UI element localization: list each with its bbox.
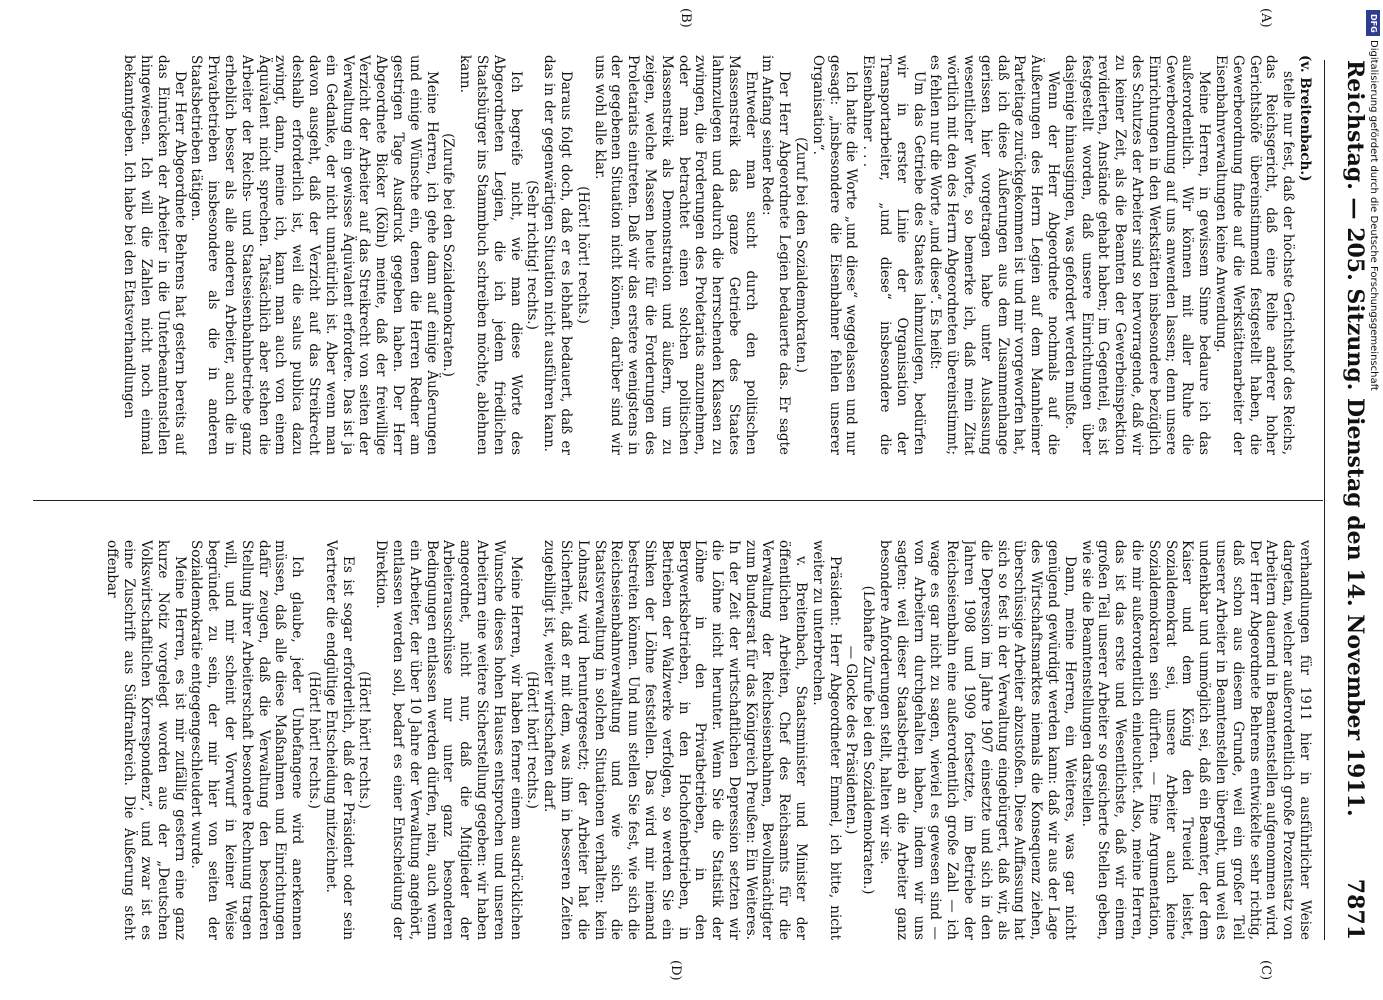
paragraph: Ich hatte die Worte „und diese“ weggelassen und nur gesagt: „insbesondere die Eisenbahner fehlen unserer Organisation“.: [809, 55, 860, 455]
paragraph: Präsident: Herr Abgeordneter Emmel, ich bitte, nicht weiter zu unterbrechen.: [809, 540, 843, 940]
interjection: — Glocke des Präsidenten.): [843, 645, 860, 835]
dfg-logo: DFG: [1366, 10, 1380, 36]
interjection: (Hört! hört! rechts.): [305, 671, 322, 809]
paragraph: Dann, meine Herren, ein Weiteres, was gar nicht genügend gewürdigt werden kann: daß wir aus der Lage des Wirtschaftsmarktes niemals die Konsequenz ziehen, überschüssige Arbeiter abzustoßen. Diese Auffassung hat sich so fest in der Verwaltung eingebürgert, daß wir, als die Depression im Jahre 1907 einsetzte und sich in den Jahren 1908 und 1909 fortsetzte, im Betriebe der Reichseisenbahn eine außerordentlich große Zahl — ich wage es gar nicht zu sagen, wieviel es gewesen sind — von Arbeitern durchgehalten haben, indem wir uns sagten: weil dieser Staatsbetrieb an die Arbeiter ganz besondere Anforderungen stellt, halten wir sie.: [877, 540, 1078, 940]
interjection: (Hört! hört! rechts.): [356, 671, 373, 809]
paragraph: Der Herr Abgeordnete Legien bedauerte das. Er sagte im Anfang seiner Rede:: [759, 55, 793, 455]
interjection: (Sehr richtig! rechts.): [524, 180, 541, 330]
paragraph: Meine Herren, in gewissem Sinne bedaure ich das außerordentlich. Wir können mit aller Ruhe die Gewerbeordnung auf uns anwenden lassen; denn unsere Einrichtungen in den Werkstätten insbesondere bezüglich des Schutzes der Arbeiter sind so hervorragende, daß wir zu keiner Zeit, als die Beamten der Gewerbeinspektion revidierten, Anstände gehabt haben; im Gegenteil, es ist festgestellt worden, daß unsere Einrichtungen über dasjenige hinausgingen, was gefordert werden mußte.: [1061, 55, 1213, 455]
page-number: 7871: [1342, 878, 1368, 940]
dfg-note: Digitalisierung gefördert durch die Deutsche Forschungsgemeinschaft: [1368, 40, 1379, 391]
left-column: [43, 55, 1313, 455]
paragraph: Entweder man sucht durch den politischen Massenstreik das ganze Getriebe des Staates lahmzulegen und dadurch die herrschenden Klassen zu zwingen, die Forderungen des Proletariats anzunehmen, oder man betrachtet einen solchen politischen Massenstreik als Demonstration und äußern, um zu zeigen, welche Massen heute für die Forderungen des Proletariats eintreten. Daß wir das erstere wenigstens in der gegebenen Situation nicht können, darüber sind wir uns wohl alle klar.: [591, 55, 759, 455]
paragraph: Der Herr Abgeordnete Behrens hat gestern bereits auf das Einrücken der Arbeiter in die Unterbeamtenstellen hingewiesen. Ich will die Zahlen nicht noch einmal bekanntgeben. Ich habe bei den Etatsverhandlungen: [121, 55, 188, 455]
margin-label-c: (C): [1258, 960, 1273, 981]
paragraph: Daraus folgt doch, daß er es lebhaft bedauert, daß er das in der gegenwärtigen Situation nicht ausführen kann.: [541, 55, 574, 455]
paragraph: Ich glaube, jeder Unbefangene wird anerkennen müssen, daß alle diese Maßnahmen und Einrichtungen dafür zeugen, daß die Verwaltung den besonderen Stellung ihrer Arbeiterschaft besondere Rechnung tragen will, und mir scheint der Vorwurf in keiner Weise begründet zu sein, der mir hier von seiten der Sozialdemokratie entgegengeschleudert wurde.: [188, 540, 306, 940]
interjection: (Lebhafte Zurufe bei den Sozialdemokraten.): [860, 585, 877, 895]
page-header: [1320, 40, 1368, 960]
paragraph: verhandlungen für 1911 hier in ausführlicher Weise dargetan, welcher außerordentlich große Prozentsatz von Arbeitern dauernd in Beamtenstellen aufgenommen wird. Der Herr Abgeordnete Behrens entwickelte sehr richtig, daß schon aus diesem Grunde, weil ein großer Teil unserer Arbeiter in Beamtenstellen übergeht, und weil es undenkbar und unmöglich sei, daß ein Beamter, der dem Kaiser und dem König den Treueid leistet, Sozialdemokrat sei, unsere Arbeiter auch keine Sozialdemokraten sein dürften. — Eine Argumentation, die mir außerordentlich einleuchtet. Also, meine Herren, das ist das erste und Wesentlichste, daß wir einem großen Teil unserer Arbeiter so gesicherte Stellen geben, wie sie die Beamtenstellungen darstellen.: [1078, 540, 1313, 940]
speaker-line: (v. Breitenbach.): [1297, 55, 1313, 182]
paragraph: Meine Herren, es ist mir zufällig gestern eine ganz kurze Notiz vorgelegt worden aus der „Deutschen Volkswirtschaftlichen Korrespondenz“, und zwar ist es eine Zuschrift aus Südfrankreich. Die Äußerung steht offenbar: [104, 540, 188, 940]
interjection: (Zurufe bei den Sozialdemokraten.): [440, 133, 457, 377]
interjection: (Hört! hört! rechts.): [574, 186, 591, 324]
paragraph: Um das Getriebe des Staates lahmzulegen, bedürfen wir in erster Linie der Organisation der Transportarbeiter, „und diese“ insbesondere die Eisenbahner . . .: [860, 55, 927, 455]
interjection: (Zuruf bei den Sozialdemokraten.): [793, 137, 810, 373]
right-column: [43, 540, 1313, 940]
paragraph: Wenn der Herr Abgeordnete nochmals auf die Äußerungen des Herrn Legien auf dem Mannheimer Parteitage zurückgekommen ist und mir vorgeworfen hat, daß ich diese Äußerungen aus dem Zusammenhange gerissen hier vorgetragen habe unter Auslassung wesentlicher Worte, so bemerke ich, daß mein Zitat wörtlich mit den des Herrn Abgeordneten übereinstimmt; es fehlen nur die Worte „und diese“. Es heißt:: [927, 55, 1062, 455]
paragraph: Es ist sogar erforderlich, daß der Präsident oder sein Vertreter die endgültige Entscheidung mitzeichnet.: [322, 540, 356, 940]
paragraph: stelle nur fest, daß der höchste Gerichtshof des Reichs, das Reichsgericht, daß eine Reihe anderer hoher Gerichtshöfe übereinstimmend festgestellt haben, die Gewerbeordnung finde auf die Werkstättenarbeiter der Eisenbahnverwaltungen keine Anwendung.: [1213, 55, 1297, 455]
paragraph: v. Breitenbach, Staatsminister und Minister der öffentlichen Arbeiten, Chef des Reichsamts für die Verwaltung der Reichseisenbahnen, Bevollmächtigter zum Bundesrat für das Königreich Preußen: Ein Weiteres. In der Zeit der wirtschaftlichen Depression setzten wir die Löhne nicht herunter. Wenn Sie die Statistik der Löhne in den Privatbetrieben, in den Bergwerksbetrieben, in den Hochofenbetrieben, in Betrieben der Walzwerke verfolgen, so werden Sie ein Sinken der Löhne feststellen. Das wird mir niemand bestreiten können. Und nun stellen Sie fest, wie sich die Reichseisenbahnverwaltung und wie sich die Staatsverwaltung in solchen Situationen verhalten: kein Lohnsatz wird heruntergesetzt; der Arbeiter hat die Sicherheit, daß er mit dem, was ihm in besseren Zeiten zugebilligt ist, weiter wirtschaften darf.: [541, 540, 810, 940]
paragraph: Meine Herren, ich gehe dann auf einige Äußerungen und einige Wünsche ein, denen die Herren Redner am gestrigen Tage Ausdruck gegeben haben. Der Herr Abgeordnete Bicker (Köln) meinte, daß der freiwillige Verzicht der Arbeiter auf das Streikrecht von seiten der Verwaltung ein gewisses Äquivalent erfordere. Das ist ja ein Gedanke, der nicht unnatürlich ist. Aber wenn man davon ausgeht, daß der Verzicht auf das Streikrecht deshalb erforderlich ist, weil die salus publica dazu zwingt, dann, meine ich, kann man auch von einem Äquivalent nicht sprechen. Tatsächlich aber stehen die Arbeiter der Reichs- und Staatseisenbahnbetriebe ganz erheblich besser als alle anderen Arbeiter, auch die in Privatbetrieben insbesondere als die in anderen Staatsbetrieben tätigen.: [188, 55, 440, 455]
column-divider: [33, 500, 1323, 501]
header-rule: [1324, 60, 1325, 940]
paragraph: Ich begreife nicht, wie man diese Worte des Abgeordneten Legien, die ich jedem friedlichen Staatsbürger ins Stammbuch schreiben möchte, ablehnen kann.: [457, 55, 524, 455]
margin-label-d: (D): [668, 960, 683, 981]
header-title: Reichstag. — 205. Sitzung. Dienstag den 14. November 1911.: [1342, 60, 1368, 817]
margin-label-b: (B): [678, 8, 693, 28]
margin-label-a: (A): [1258, 8, 1273, 28]
interjection: (Hört! hört! rechts.): [524, 671, 541, 809]
paragraph: Meine Herren, wir haben ferner einem ausdrücklichen Wunsche dieses hohen Hauses entsprochen und unseren Arbeitern eine weitere Sicherstellung gegeben: wir haben angeordnet, nicht nur, daß die Mitglieder der Arbeiterausschüsse nur unter ganz besonderen Bedingungen entlassen werden dürfen, nein, auch wenn ein Arbeiter, der über 10 Jahre der Verwaltung angehört, entlassen werden soll, bedarf es einer Entscheidung der Direktion.: [373, 540, 524, 940]
